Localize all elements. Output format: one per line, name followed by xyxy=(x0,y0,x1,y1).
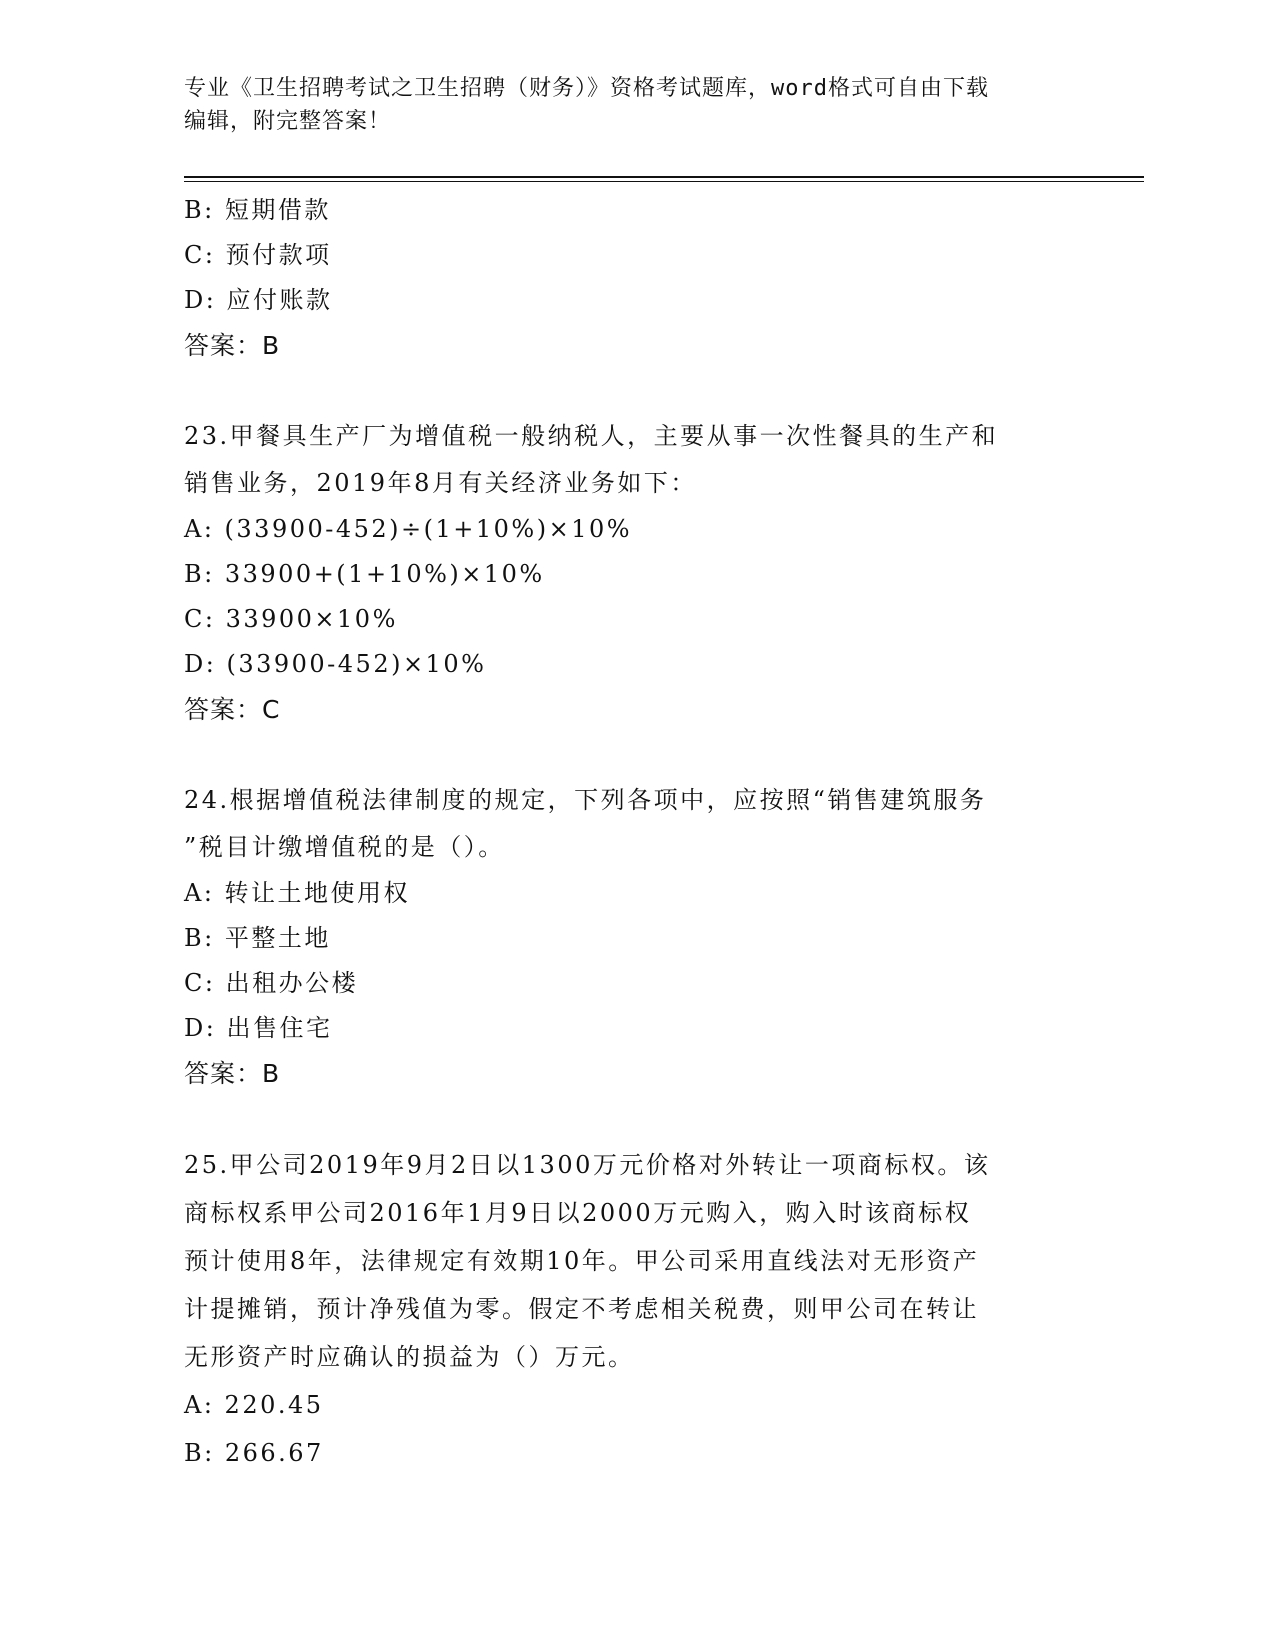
option-b: B: 平整土地 xyxy=(184,924,331,952)
answer: 答案：B xyxy=(184,1059,281,1088)
option-a: A: 220.45 xyxy=(184,1391,324,1419)
answer: 答案：B xyxy=(184,331,281,360)
stem-line: 销售业务，2019年8月有关经济业务如下： xyxy=(184,469,697,497)
option-d: D: 应付账款 xyxy=(184,286,333,314)
question-25 xyxy=(184,1141,1104,1477)
option-b: B: 短期借款 xyxy=(184,196,331,224)
question-stem xyxy=(184,413,1104,507)
option-d: D: (33900-452)×10% xyxy=(184,650,487,678)
question-24 xyxy=(184,777,1104,1096)
option-d: D: 出售住宅 xyxy=(184,1014,333,1042)
option-c: C: 出租办公楼 xyxy=(184,969,359,997)
stem-line: 23.甲餐具生产厂为增值税一般纳税人，主要从事一次性餐具的生产和 xyxy=(184,422,999,450)
document-body xyxy=(184,188,1104,1477)
answer: 答案：C xyxy=(184,695,281,724)
header-divider xyxy=(184,176,1144,178)
stem-line: 计提摊销，预计净残值为零。假定不考虑相关税费，则甲公司在转让 xyxy=(184,1295,979,1323)
stem-line: 24.根据增值税法律制度的规定，下列各项中，应按照“销售建筑服务 xyxy=(184,786,987,814)
option-a: A: (33900-452)÷(1+10%)×10% xyxy=(184,515,633,543)
option-a: A: 转让土地使用权 xyxy=(184,879,411,907)
option-b: B: 266.67 xyxy=(184,1439,324,1467)
stem-line: 25.甲公司2019年9月2日以1300万元价格对外转让一项商标权。该 xyxy=(184,1151,991,1179)
question-fragment xyxy=(184,188,1104,368)
option-c: C: 33900×10% xyxy=(184,605,398,633)
question-stem xyxy=(184,777,1104,871)
page-header xyxy=(184,72,1064,138)
option-c: C: 预付款项 xyxy=(184,241,332,269)
question-stem xyxy=(184,1141,1104,1381)
header-line-1: 专业《卫生招聘考试之卫生招聘（财务）》资格考试题库，word格式可自由下载 xyxy=(184,76,989,101)
stem-line: 无形资产时应确认的损益为（）万元。 xyxy=(184,1343,635,1371)
stem-line: 预计使用8年，法律规定有效期10年。甲公司采用直线法对无形资产 xyxy=(184,1247,980,1275)
stem-line: ”税目计缴增值税的是（）。 xyxy=(184,833,505,861)
stem-line: 商标权系甲公司2016年1月9日以2000万元购入，购入时该商标权 xyxy=(184,1199,972,1227)
header-divider-thin xyxy=(184,181,1144,182)
option-b: B: 33900+(1+10%)×10% xyxy=(184,560,545,588)
header-line-2: 编辑，附完整答案！ xyxy=(184,109,392,134)
question-23 xyxy=(184,413,1104,732)
